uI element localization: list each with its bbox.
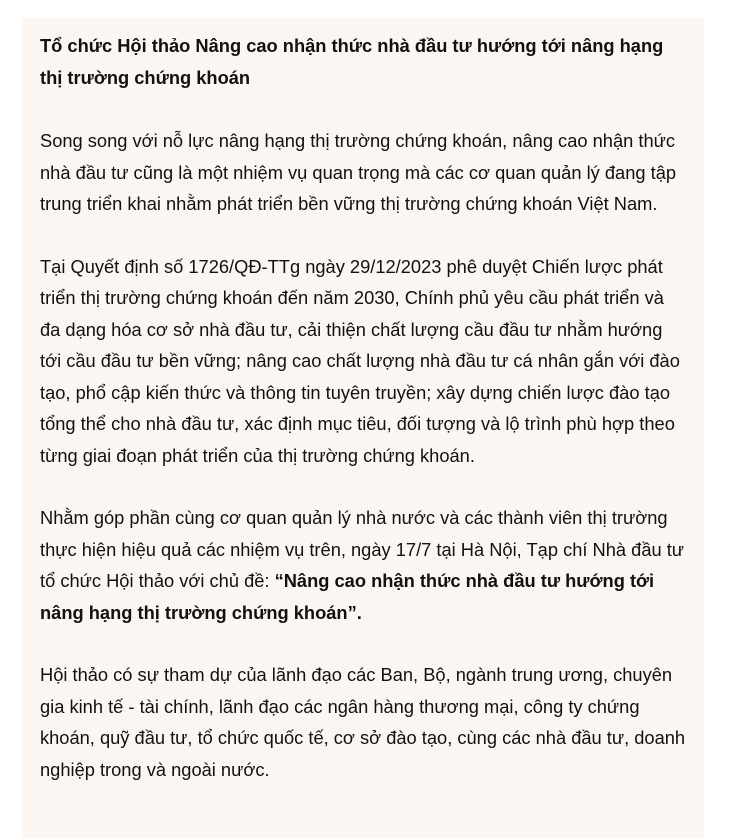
event-theme-title: “Nâng cao nhận thức nhà đầu tư hướng tới nâng hạng thị trường chứng khoán”. [40,570,655,623]
article-paragraph-1: Song song với nỗ lực nâng hạng thị trường chứng khoán, nâng cao nhận thức nhà đầu tư cũng là một nhiệm vụ quan trọng mà các cơ quan quản lý đang tập trung triển khai nhằm phát triển bền vững thị trường chứng khoán Việt Nam. [40,130,677,214]
article-card [22,18,704,838]
article-paragraph-4: Hội thảo có sự tham dự của lãnh đạo các Ban, Bộ, ngành trung ương, chuyên gia kinh tế - tài chính, lãnh đạo các ngân hàng thương mại, công ty chứng khoán, quỹ đầu tư, tổ chức quốc tế, cơ sở đào tạo, cùng các nhà đầu tư, doanh nghiệp trong và ngoài nước. [40,664,686,780]
article-paragraph-2: Tại Quyết định số 1726/QĐ-TTg ngày 29/12/2023 phê duyệt Chiến lược phát triển thị trường chứng khoán đến năm 2030, Chính phủ yêu cầu phát triển và đa dạng hóa cơ sở nhà đầu tư, cải thiện chất lượng cầu đầu tư nhằm hướng tới cầu đầu tư bền vững; nâng cao chất lượng nhà đầu tư cá nhân gắn với đào tạo, phổ cập kiến thức và thông tin tuyên truyền; xây dựng chiến lược đào tạo tổng thể cho nhà đầu tư, xác định mục tiêu, đối tượng và lộ trình phù hợp theo từng giai đoạn phát triển của thị trường chứng khoán. [40,255,680,466]
paragraph-3-text: Nhằm góp phần cùng cơ quan quản lý nhà nước và các thành viên thị trường thực hiện hiệu quả các nhiệm vụ trên, ngày 17/7 tại Hà Nội, Tạp chí Nhà đầu tư tổ chức Hội thảo với chủ đề: [40,507,685,591]
article-paragraph-3 [40,502,686,628]
article-heading: Tổ chức Hội thảo Nâng cao nhận thức nhà đầu tư hướng tới nâng hạng thị trường chứng khoán [40,35,664,88]
